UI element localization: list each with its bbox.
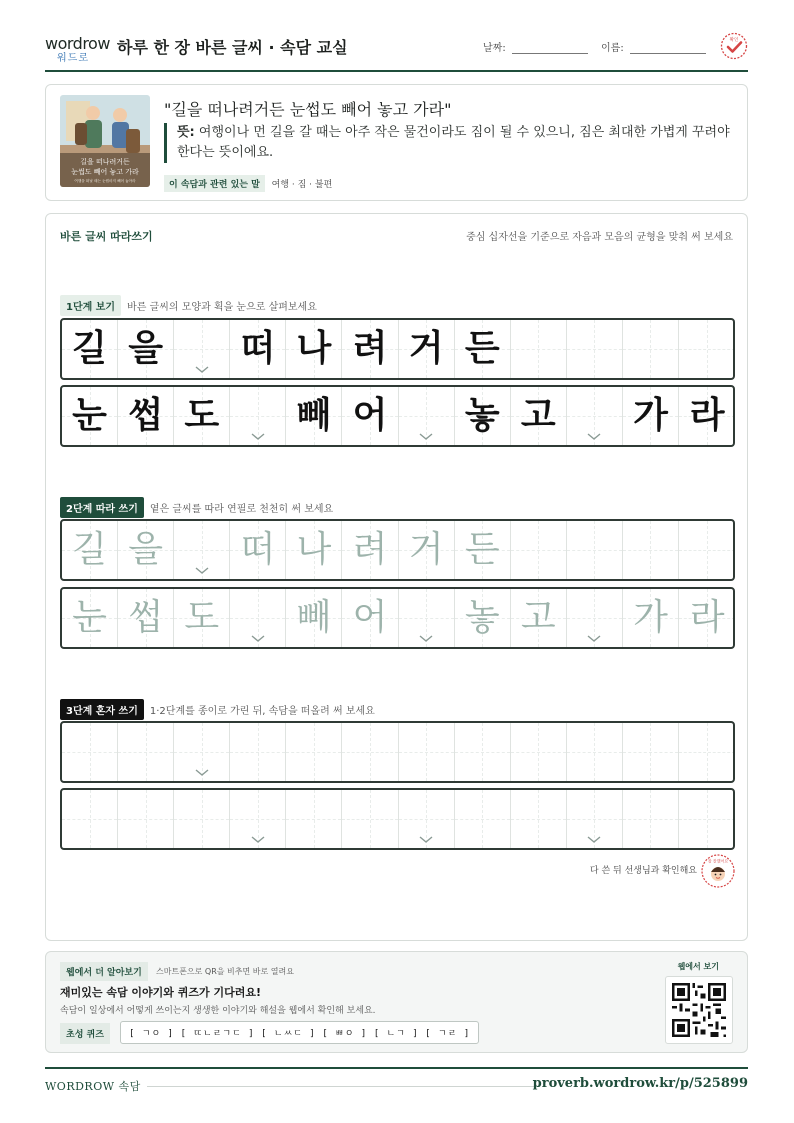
writing-cell[interactable] (455, 723, 511, 781)
check-stamp-icon (720, 32, 748, 60)
cell-character: 길 (72, 529, 107, 570)
step3-desc: 1·2단계를 종이로 가린 뒤, 속담을 떠올려 써 보세요 (149, 706, 375, 717)
writing-cell[interactable] (118, 723, 174, 781)
writing-cell (118, 320, 174, 378)
web-more-box (45, 951, 748, 1053)
writing-cell[interactable] (118, 521, 174, 579)
cell-character: 려 (352, 529, 388, 570)
writing-cell[interactable] (511, 790, 567, 848)
proverb-card (45, 84, 748, 201)
cell-character: 라 (689, 395, 725, 436)
writing-cell (342, 320, 398, 378)
proverb-text: "길을 떠나려거든 눈썹도 빼어 놓고 가라" (164, 100, 452, 119)
writing-cell[interactable] (399, 790, 455, 848)
cell-character: 빼 (296, 395, 332, 436)
writing-cell (230, 387, 286, 445)
illustration-caption-1: 길을 떠나려거든 (80, 158, 130, 166)
qr-code-icon (672, 983, 726, 1037)
proverb-illustration (60, 95, 150, 187)
writing-cell[interactable] (511, 589, 567, 647)
writing-cell (623, 387, 679, 445)
wordrow-logo (45, 34, 110, 64)
writing-cell[interactable] (511, 521, 567, 579)
cell-character: 어 (352, 395, 388, 436)
cell-character: 거 (408, 529, 444, 570)
footer-brand: WORDROW 속담 (45, 1080, 141, 1093)
writing-cell[interactable] (230, 723, 286, 781)
date-field[interactable] (483, 39, 588, 54)
practice-title: 바른 글씨 따라쓰기 (60, 230, 153, 243)
writing-cell[interactable] (511, 723, 567, 781)
practice-note: 중심 십자선을 기준으로 자음과 모음의 균형을 맞춰 써 보세요 (466, 232, 733, 243)
writing-cell (511, 387, 567, 445)
step1-label (60, 295, 317, 316)
cell-character: 눈 (72, 395, 107, 436)
footer-divider (147, 1086, 536, 1087)
cell-character: 어 (352, 597, 388, 638)
writing-cell[interactable] (62, 790, 118, 848)
writing-cell (679, 387, 735, 445)
name-line[interactable] (630, 44, 706, 54)
writing-cell[interactable] (455, 589, 511, 647)
writing-cell (174, 320, 230, 378)
practice-panel (45, 213, 748, 941)
writing-cell[interactable] (174, 589, 230, 647)
writing-cell[interactable] (455, 790, 511, 848)
step3-line1-row[interactable] (60, 721, 735, 783)
cell-character: 썹 (128, 395, 164, 436)
writing-cell (455, 387, 511, 445)
writing-cell[interactable] (567, 790, 623, 848)
teacher-stamp-icon (701, 854, 735, 888)
writing-cell[interactable] (286, 723, 342, 781)
qr-label: 웹에서 보기 (677, 962, 719, 971)
step3-label (60, 699, 375, 720)
step1-desc: 바른 글씨의 모양과 획을 눈으로 살펴보세요 (127, 302, 317, 313)
logo-text: wordrow (45, 34, 110, 53)
page-title: 하루 한 장 바른 글씨 · 속담 교실 (117, 38, 348, 57)
cell-character: 거 (408, 328, 444, 369)
cell-character: 썹 (128, 597, 164, 638)
step1-chip: 1단계 보기 (60, 295, 121, 316)
qr-hint: 스마트폰으로 QR을 비추면 바로 열려요 (156, 967, 294, 976)
writing-cell (511, 320, 567, 378)
step2-line1-row[interactable] (60, 519, 735, 581)
writing-cell (286, 387, 342, 445)
word-space-icon (587, 433, 601, 441)
stamp-text: 확인 (729, 38, 739, 43)
page-footer (45, 1067, 748, 1097)
meaning-label: 뜻: (177, 125, 195, 140)
word-space-icon (251, 836, 265, 844)
step3-line2-row[interactable] (60, 788, 735, 850)
step2-desc: 옅은 글씨를 따라 연필로 천천히 써 보세요 (149, 504, 334, 515)
word-space-icon (195, 567, 209, 575)
writing-cell[interactable] (174, 723, 230, 781)
cell-character: 라 (689, 597, 725, 638)
cell-character: 놓 (464, 395, 500, 436)
writing-cell[interactable] (455, 521, 511, 579)
writing-cell (455, 320, 511, 378)
cell-character: 을 (128, 328, 164, 369)
word-space-icon (419, 836, 433, 844)
related-words-text: 여행 · 짐 · 불편 (271, 180, 333, 190)
writing-cell (230, 320, 286, 378)
writing-cell (342, 387, 398, 445)
writing-cell[interactable] (62, 589, 118, 647)
meaning-text: 여행이나 먼 길을 갈 때는 아주 작은 물건이라도 짐이 될 수 있으니, 짐은 최대한 가볍게 꾸려야 한다는 뜻이에요. (177, 125, 730, 160)
writing-cell[interactable] (567, 723, 623, 781)
cell-character: 고 (520, 597, 556, 638)
writing-cell[interactable] (399, 521, 455, 579)
writing-cell[interactable] (174, 790, 230, 848)
teacher-stamp-text: 참 잘했어요 (707, 858, 729, 864)
date-label: 날짜: (483, 43, 506, 54)
writing-cell[interactable] (286, 790, 342, 848)
cell-character: 려 (352, 328, 388, 369)
step1-line1-row (60, 318, 735, 380)
writing-cell (286, 320, 342, 378)
writing-cell[interactable] (623, 521, 679, 579)
related-label: 이 속담과 관련 있는 말 (164, 175, 265, 192)
word-space-icon (251, 433, 265, 441)
writing-cell[interactable] (118, 589, 174, 647)
word-space-icon (195, 769, 209, 777)
writing-cell (567, 320, 623, 378)
writing-cell[interactable] (342, 589, 398, 647)
cell-character: 놓 (464, 597, 500, 638)
cell-character: 떠 (240, 328, 276, 369)
writing-cell[interactable] (230, 589, 286, 647)
step2-label (60, 497, 333, 518)
cell-character: 나 (296, 529, 332, 570)
word-space-icon (195, 366, 209, 374)
qr-code[interactable] (665, 976, 733, 1044)
word-space-icon (419, 433, 433, 441)
writing-cell (567, 387, 623, 445)
writing-cell (118, 387, 174, 445)
writing-cell[interactable] (62, 521, 118, 579)
cell-character: 든 (464, 529, 500, 570)
illustration-caption-2: 눈썹도 빼어 놓고 가라 (71, 168, 139, 176)
writing-cell[interactable] (679, 790, 735, 848)
proverb-meaning (164, 123, 734, 163)
writing-cell[interactable] (623, 589, 679, 647)
word-space-icon (587, 635, 601, 643)
step2-line2-row[interactable] (60, 587, 735, 649)
step1-line2-row (60, 385, 735, 447)
web-more-chip: 웹에서 더 알아보기 (60, 962, 148, 981)
writing-cell[interactable] (567, 589, 623, 647)
writing-cell[interactable] (342, 790, 398, 848)
step2-chip: 2단계 따라 쓰기 (60, 497, 144, 518)
name-label: 이름: (601, 43, 624, 54)
writing-cell[interactable] (399, 723, 455, 781)
word-space-icon (419, 635, 433, 643)
cell-character: 가 (633, 597, 668, 638)
writing-cell[interactable] (679, 521, 735, 579)
date-line[interactable] (512, 44, 588, 54)
step3-chip: 3단계 혼자 쓰기 (60, 699, 144, 720)
cell-character: 도 (184, 395, 220, 436)
related-words (164, 175, 332, 192)
logo-subtext: 워드로 (57, 53, 89, 64)
cell-character: 가 (633, 395, 668, 436)
illustration-caption-small: 여행을 떠날 때는 눈썹마저 빼어 놓아라 (74, 179, 136, 183)
name-field[interactable] (601, 39, 706, 54)
writing-cell (399, 320, 455, 378)
footer-url-link[interactable]: proverb.wordrow.kr/p/525899 (532, 1076, 748, 1091)
writing-cell (62, 387, 118, 445)
cell-character: 을 (128, 529, 164, 570)
writing-cell (679, 320, 735, 378)
writing-cell[interactable] (342, 723, 398, 781)
cell-character: 눈 (72, 597, 107, 638)
writing-cell (62, 320, 118, 378)
chosung-quiz: [ ㄱㅇ ] [ ㄸㄴㄹㄱㄷ ] [ ㄴㅆㄷ ] [ ㅃㅇ ] [ ㄴㄱ ] [ ㄱㄹ ] (120, 1021, 479, 1044)
cell-character: 나 (296, 328, 332, 369)
page-header (45, 28, 748, 72)
quiz-label: 초성 퀴즈 (60, 1023, 110, 1044)
writing-cell[interactable] (623, 723, 679, 781)
writing-cell[interactable] (679, 589, 735, 647)
writing-cell[interactable] (567, 521, 623, 579)
writing-cell[interactable] (399, 589, 455, 647)
cell-character: 빼 (296, 597, 332, 638)
cell-character: 고 (520, 395, 556, 436)
teacher-check-note: 다 쓴 뒤 선생님과 확인해요 (589, 866, 697, 876)
writing-cell[interactable] (62, 723, 118, 781)
word-space-icon (587, 836, 601, 844)
writing-cell[interactable] (342, 521, 398, 579)
cell-character: 든 (464, 328, 500, 369)
writing-cell[interactable] (286, 521, 342, 579)
writing-cell[interactable] (230, 521, 286, 579)
writing-cell (174, 387, 230, 445)
writing-cell[interactable] (230, 790, 286, 848)
cell-character: 떠 (240, 529, 276, 570)
word-space-icon (251, 635, 265, 643)
writing-cell[interactable] (118, 790, 174, 848)
writing-cell[interactable] (679, 723, 735, 781)
cell-character: 도 (184, 597, 220, 638)
writing-cell[interactable] (286, 589, 342, 647)
writing-cell (399, 387, 455, 445)
cell-character: 길 (72, 328, 107, 369)
web-description: 속담이 일상에서 어떻게 쓰이는지 생생한 이야기와 해설을 웹에서 확인해 보세요. (60, 1006, 376, 1016)
web-headline: 재미있는 속담 이야기와 퀴즈가 기다려요! (60, 986, 261, 999)
writing-cell (623, 320, 679, 378)
writing-cell[interactable] (174, 521, 230, 579)
writing-cell[interactable] (623, 790, 679, 848)
